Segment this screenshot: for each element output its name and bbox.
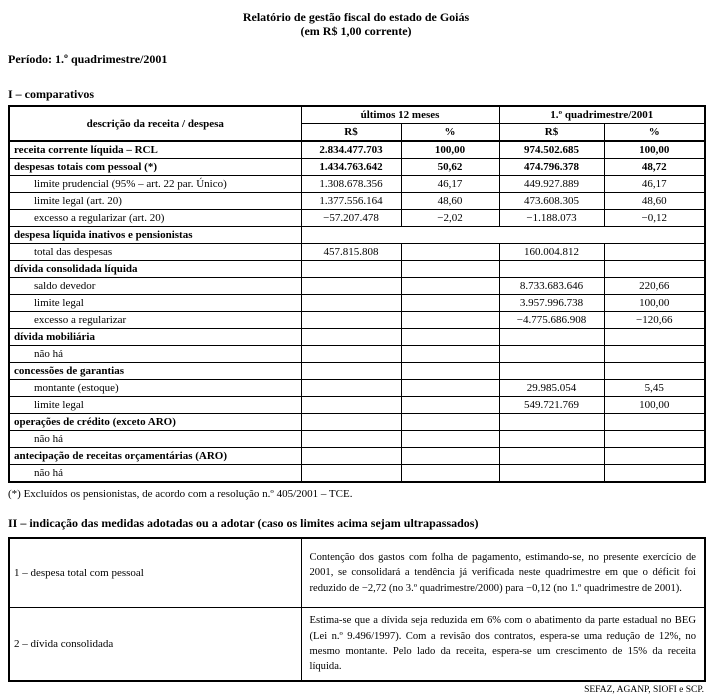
source-footer: SEFAZ, AGANP, SIOFI e SCP. — [584, 685, 704, 695]
cell-quad-pct: 5,45 — [604, 380, 705, 397]
cell-12m-pct — [401, 431, 499, 448]
cell-quad-rs — [499, 465, 604, 483]
cell-12m-pct — [401, 380, 499, 397]
table-row — [9, 210, 705, 227]
cell-12m-pct: 48,60 — [401, 193, 499, 210]
table-row — [9, 295, 705, 312]
measure-row — [9, 538, 705, 608]
cell-12m-pct: 46,17 — [401, 176, 499, 193]
cell-12m-pct — [401, 244, 499, 261]
cell-quad-pct: 220,66 — [604, 278, 705, 295]
row-label: limite legal — [9, 397, 301, 414]
cell-quad-rs: 160.004.812 — [499, 244, 604, 261]
header-group-row — [9, 106, 705, 124]
header-description: descrição da receita / despesa — [9, 106, 301, 141]
cell-quad-rs — [499, 414, 604, 431]
cell-12m-pct: 100,00 — [401, 141, 499, 159]
cell-12m-pct: 50,62 — [401, 159, 499, 176]
row-label: receita corrente líquida – RCL — [9, 141, 301, 159]
header-quad-currency: R$ — [499, 124, 604, 142]
cell-quad-rs — [499, 448, 604, 465]
cell-quad-rs — [499, 261, 604, 278]
cell-12m-pct — [401, 278, 499, 295]
row-label: excesso a regularizar — [9, 312, 301, 329]
header-group-12m: últimos 12 meses — [301, 106, 499, 124]
cell-quad-rs: 974.502.685 — [499, 141, 604, 159]
header-group-quad: 1.º quadrimestre/2001 — [499, 106, 705, 124]
measure-row — [9, 608, 705, 682]
table-row — [9, 414, 705, 431]
cell-12m-rs — [301, 448, 401, 465]
cell-12m-rs — [301, 363, 401, 380]
cell-quad-rs — [499, 346, 604, 363]
measure-text: Contenção dos gastos com folha de pagamento, estimando-se, no presente exercício de 2001, se consolidará a tendência já verificada neste quadrimestre em que o déficit foi reduzido de −2,72 (no 3.º quadrimestre/2000) para −0,12 (no 1.º quadrimestre de 2001). — [301, 538, 705, 608]
section-ii-heading: II – indicação das medidas adotadas ou a adotar (caso os limites acima sejam ultrapassados) — [8, 516, 479, 530]
table-row — [9, 244, 705, 261]
row-label: excesso a regularizar (art. 20) — [9, 210, 301, 227]
table-row — [9, 278, 705, 295]
row-label: dívida mobiliária — [9, 329, 301, 346]
cell-quad-rs: −4.775.686.908 — [499, 312, 604, 329]
comparatives-table — [8, 105, 706, 483]
table-row — [9, 465, 705, 483]
cell-quad-pct — [604, 329, 705, 346]
cell-quad-pct: 100,00 — [604, 141, 705, 159]
cell-quad-pct: 48,72 — [604, 159, 705, 176]
cell-12m-pct — [401, 397, 499, 414]
table-row — [9, 363, 705, 380]
cell-quad-pct — [604, 261, 705, 278]
cell-quad-rs: −1.188.073 — [499, 210, 604, 227]
cell-quad-rs — [499, 431, 604, 448]
cell-quad-pct: −0,12 — [604, 210, 705, 227]
cell-quad-rs — [499, 329, 604, 346]
cell-12m-rs — [301, 329, 401, 346]
cell-12m-rs — [301, 261, 401, 278]
period-label: Período: 1.º quadrimestre/2001 — [8, 52, 168, 66]
cell-12m-rs — [301, 465, 401, 483]
cell-12m-rs — [301, 312, 401, 329]
header-quad-percent: % — [604, 124, 705, 142]
cell-quad-pct — [604, 465, 705, 483]
cell-12m-pct — [401, 346, 499, 363]
cell-12m-rs: 2.834.477.703 — [301, 141, 401, 159]
section-i-heading: I – comparativos — [8, 87, 94, 101]
table-row — [9, 312, 705, 329]
page-title: Relatório de gestão fiscal do estado de Goiás — [242, 10, 470, 24]
table-row — [9, 141, 705, 159]
cell-12m-pct — [401, 261, 499, 278]
cell-quad-pct: 100,00 — [604, 295, 705, 312]
measure-text: Estima-se que a dívida seja reduzida em 6% com o abatimento da parte estadual no BEG (Lei n.º 9.496/1997). Com a revisão dos contratos, espera-se uma redução de 12%, no mesmo montante. Pelo lado da receita, espera-se um crescimento de 15% da receita líquida. — [301, 608, 705, 682]
report-title-block — [8, 10, 704, 38]
table-row — [9, 431, 705, 448]
row-label: dívida consolidada líquida — [9, 261, 301, 278]
cell-12m-rs: 1.308.678.356 — [301, 176, 401, 193]
table-row — [9, 448, 705, 465]
header-12m-currency: R$ — [301, 124, 401, 142]
cell-12m-rs — [301, 278, 401, 295]
footnote: (*) Excluídos os pensionistas, de acordo com a resolução n.º 405/2001 – TCE. — [8, 488, 353, 500]
cell-12m-rs — [301, 346, 401, 363]
comparatives-table-header — [9, 106, 705, 141]
table-row — [9, 176, 705, 193]
cell-12m-pct — [401, 329, 499, 346]
row-label: saldo devedor — [9, 278, 301, 295]
cell-12m-rs: 1.377.556.164 — [301, 193, 401, 210]
row-label: limite legal — [9, 295, 301, 312]
cell-12m-rs — [301, 295, 401, 312]
table-row — [9, 159, 705, 176]
cell-quad-pct — [604, 244, 705, 261]
row-label: não há — [9, 431, 301, 448]
cell-quad-pct: 100,00 — [604, 397, 705, 414]
cell-quad-rs: 8.733.683.646 — [499, 278, 604, 295]
cell-quad-rs: 3.957.996.738 — [499, 295, 604, 312]
cell-12m-rs — [301, 397, 401, 414]
row-label: antecipação de receitas orçamentárias (ARO) — [9, 448, 301, 465]
cell-12m-pct — [401, 363, 499, 380]
cell-quad-pct — [604, 363, 705, 380]
cell-12m-rs — [301, 431, 401, 448]
table-row — [9, 193, 705, 210]
measures-table — [8, 537, 706, 682]
cell-quad-pct: 46,17 — [604, 176, 705, 193]
cell-quad-pct — [604, 346, 705, 363]
table-row — [9, 261, 705, 278]
measure-label: 2 – dívida consolidada — [9, 608, 301, 682]
cell-quad-rs: 473.608.305 — [499, 193, 604, 210]
row-label: despesas totais com pessoal (*) — [9, 159, 301, 176]
cell-12m-rs: 1.434.763.642 — [301, 159, 401, 176]
cell-12m-pct: −2,02 — [401, 210, 499, 227]
table-row — [9, 380, 705, 397]
cell-12m-rs — [301, 414, 401, 431]
row-label: não há — [9, 346, 301, 363]
cell-12m-rs: 457.815.808 — [301, 244, 401, 261]
row-label: despesa líquida inativos e pensionistas — [9, 227, 301, 244]
cell-12m-rs: −57.207.478 — [301, 210, 401, 227]
cell-12m-pct — [401, 448, 499, 465]
row-label: limite legal (art. 20) — [9, 193, 301, 210]
table-row — [9, 227, 705, 244]
cell-quad-pct — [604, 431, 705, 448]
cell-quad-pct: −120,66 — [604, 312, 705, 329]
row-label: operações de crédito (exceto ARO) — [9, 414, 301, 431]
cell-quad-pct — [604, 414, 705, 431]
row-label: concessões de garantias — [9, 363, 301, 380]
cell-12m-pct — [401, 312, 499, 329]
cell-quad-pct: 48,60 — [604, 193, 705, 210]
cell-12m-pct — [401, 465, 499, 483]
header-12m-percent: % — [401, 124, 499, 142]
row-label: não há — [9, 465, 301, 483]
cell-merged-empty — [301, 227, 705, 244]
cell-quad-pct — [604, 448, 705, 465]
table-row — [9, 346, 705, 363]
cell-quad-rs: 474.796.378 — [499, 159, 604, 176]
row-label: montante (estoque) — [9, 380, 301, 397]
table-row — [9, 329, 705, 346]
table-row — [9, 397, 705, 414]
cell-12m-rs — [301, 380, 401, 397]
row-label: limite prudencial (95% – art. 22 par. Único) — [9, 176, 301, 193]
cell-quad-rs — [499, 363, 604, 380]
cell-quad-rs: 449.927.889 — [499, 176, 604, 193]
cell-12m-pct — [401, 295, 499, 312]
cell-quad-rs: 549.721.769 — [499, 397, 604, 414]
page-subtitle: (em R$ 1,00 corrente) — [300, 24, 412, 38]
cell-quad-rs: 29.985.054 — [499, 380, 604, 397]
measure-label: 1 – despesa total com pessoal — [9, 538, 301, 608]
row-label: total das despesas — [9, 244, 301, 261]
cell-12m-pct — [401, 414, 499, 431]
